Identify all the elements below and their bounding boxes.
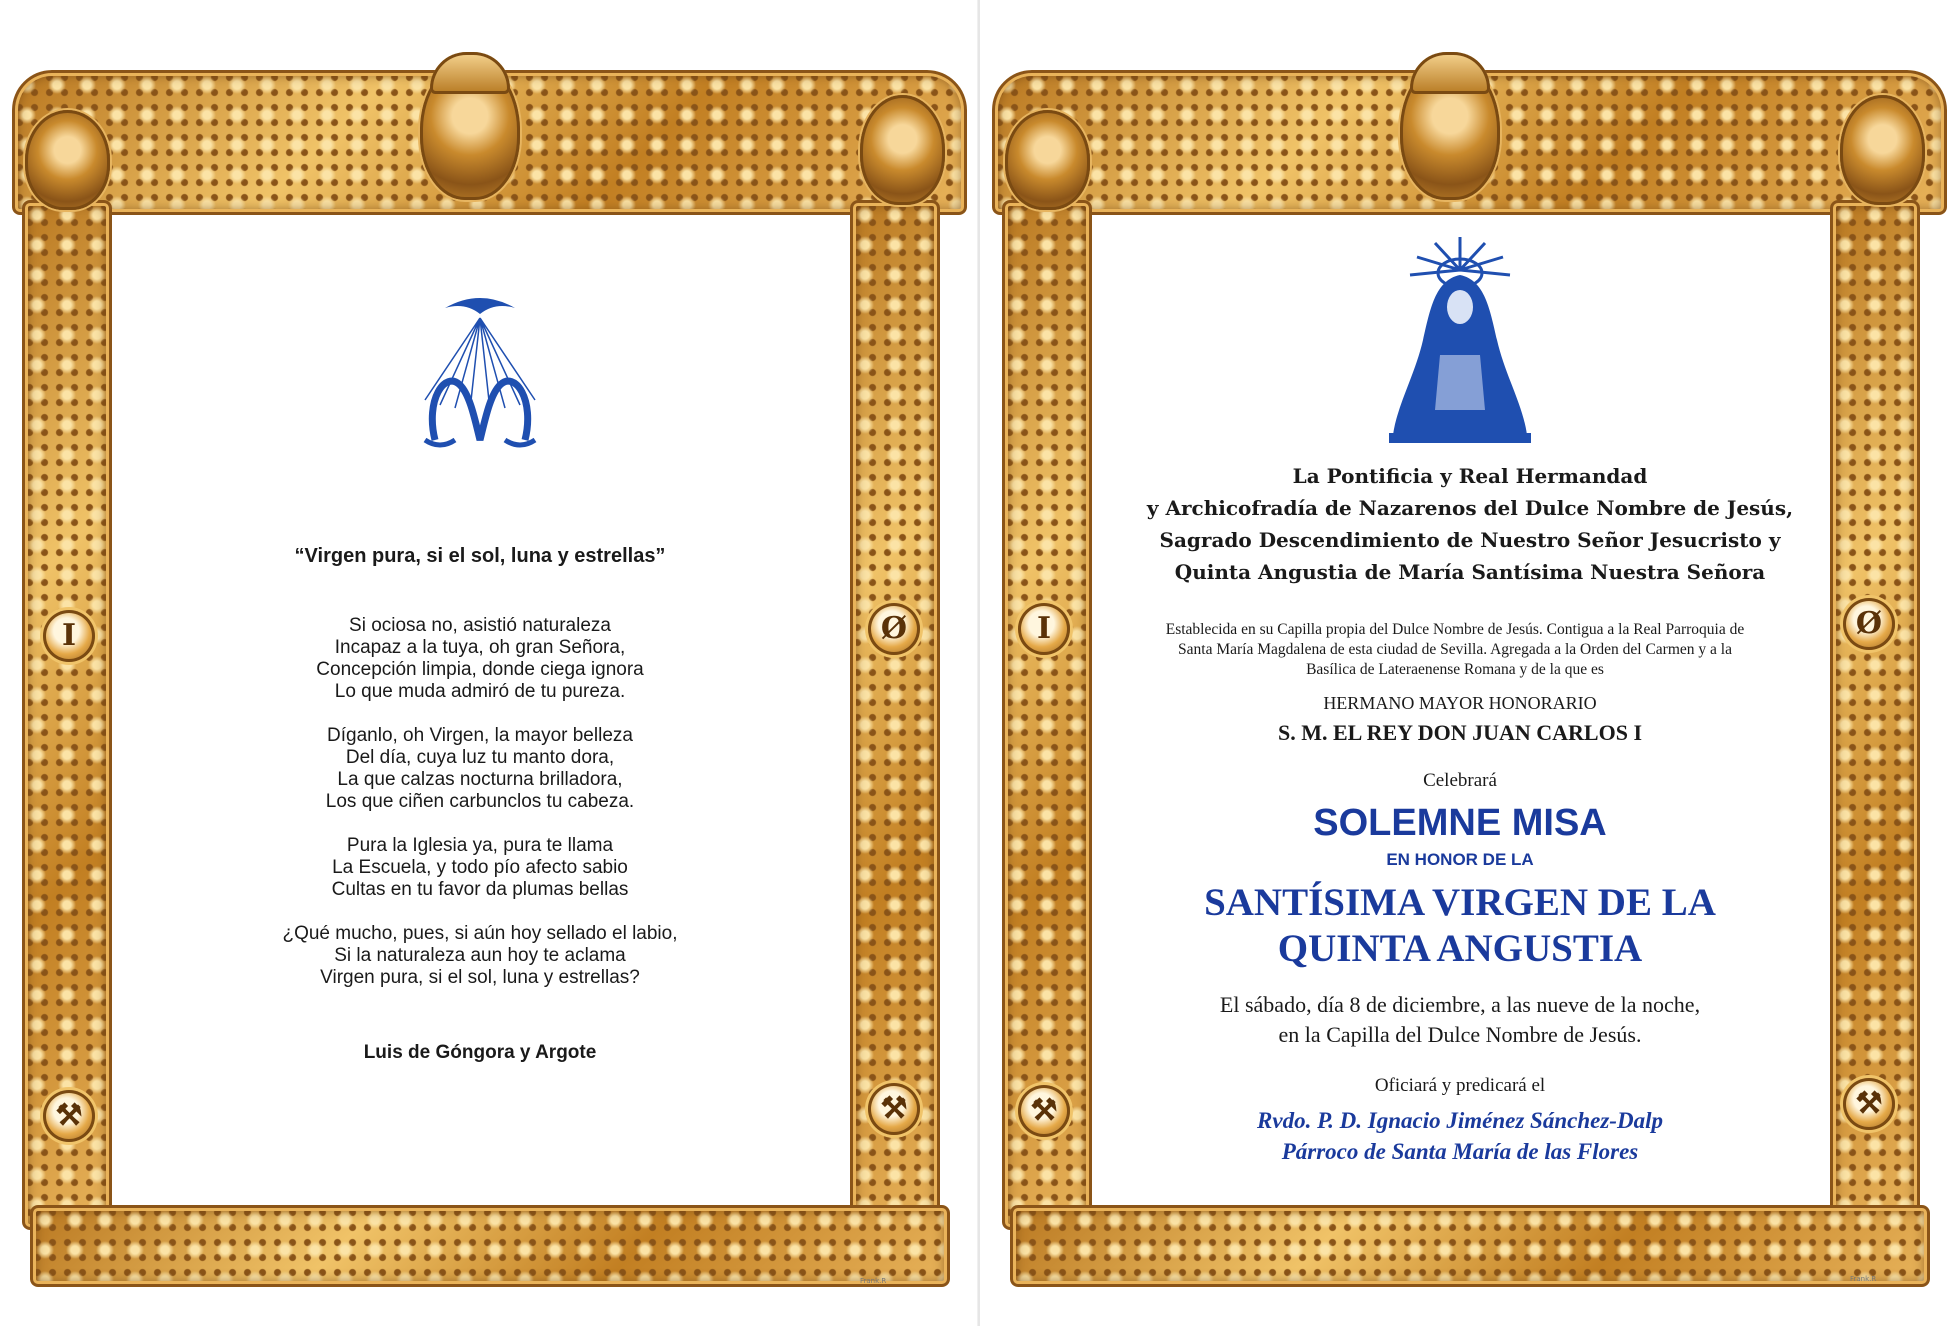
poem-line: Si la naturaleza aun hoy te aclama bbox=[334, 945, 626, 966]
frame-left-border bbox=[1002, 200, 1092, 1230]
santisima-virgen-heading bbox=[1120, 880, 1800, 972]
tools-medallion-icon: ⚒ bbox=[1018, 1085, 1070, 1137]
left-coat-of-arms-icon bbox=[25, 110, 110, 210]
establishment-paragraph bbox=[1105, 620, 1805, 680]
poem-stanzas bbox=[180, 615, 780, 1011]
left-coat-of-arms-icon bbox=[1005, 110, 1090, 210]
event-date bbox=[1140, 990, 1780, 1050]
celebrant-name bbox=[1140, 1105, 1780, 1167]
solemne-misa-heading: SOLEMNE MISA bbox=[1313, 802, 1607, 844]
poem-line: Del día, cuya luz tu manto dora, bbox=[345, 747, 615, 768]
poem-line: La Escuela, y todo pío afecto sabio bbox=[332, 857, 628, 878]
brotherhood-line: Quinta Angustia de María Santísima Nuestra Señora bbox=[1174, 560, 1766, 584]
establishment-line: Santa María Magdalena de esta ciudad de Sevilla. Agregada a la Orden del Carmen y a la bbox=[1178, 641, 1732, 658]
heading-line: QUINTA ANGUSTIA bbox=[1277, 927, 1643, 970]
en-honor-subheading: EN HONOR DE LA bbox=[1386, 850, 1534, 869]
tools-medallion-icon: ⚒ bbox=[1843, 1078, 1895, 1130]
medallion-right-icon: Ø bbox=[1843, 598, 1895, 650]
artist-signature: Frank.R bbox=[1850, 1275, 1877, 1283]
tools-medallion-icon: ⚒ bbox=[868, 1083, 920, 1135]
brotherhood-line: La Pontificia y Real Hermandad bbox=[1292, 464, 1648, 488]
date-line: en la Capilla del Dulce Nombre de Jesús. bbox=[1278, 1022, 1642, 1047]
tools-medallion-icon: ⚒ bbox=[43, 1090, 95, 1142]
right-coat-of-arms-icon bbox=[1840, 95, 1925, 205]
brotherhood-line: Sagrado Descendimiento de Nuestro Señor Jesucristo y bbox=[1159, 528, 1781, 552]
poem-line: La que calzas nocturna brilladora, bbox=[337, 769, 623, 790]
heading-line: SANTÍSIMA VIRGEN DE LA bbox=[1204, 881, 1716, 924]
poem-line: ¿Qué mucho, pues, si aún hoy sellado el labio, bbox=[282, 923, 678, 944]
left-page bbox=[0, 0, 979, 1326]
poem-author: Luis de Góngora y Argote bbox=[363, 1042, 597, 1063]
medallion-left-icon: I bbox=[1018, 603, 1070, 655]
honorary-label: HERMANO MAYOR HONORARIO bbox=[1323, 693, 1597, 713]
right-page bbox=[980, 0, 1959, 1326]
poem-line: Díganlo, oh Virgen, la mayor belleza bbox=[327, 725, 633, 746]
virgin-quinta-angustia-icon bbox=[1385, 235, 1535, 445]
medallion-right-icon: Ø bbox=[868, 603, 920, 655]
frame-right-border bbox=[850, 200, 940, 1230]
honorary-name: S. M. EL REY DON JUAN CARLOS I bbox=[1277, 720, 1643, 745]
poem-line: Si ociosa no, asistió naturaleza bbox=[349, 615, 611, 636]
artist-signature: Frank.R bbox=[860, 1277, 887, 1285]
poem-line: Concepción limpia, donde ciega ignora bbox=[316, 659, 644, 680]
poem-stanza bbox=[180, 835, 780, 901]
poem-title: “Virgen pura, si el sol, luna y estrellas” bbox=[294, 545, 666, 567]
poem-line: Incapaz a la tuya, oh gran Señora, bbox=[334, 637, 626, 658]
brotherhood-name bbox=[1125, 460, 1815, 588]
poem-line: Virgen pura, si el sol, luna y estrellas? bbox=[320, 967, 640, 988]
poem-line: Pura la Iglesia ya, pura te llama bbox=[346, 835, 614, 856]
poem-line: Los que ciñen carbunclos tu cabeza. bbox=[325, 791, 635, 812]
right-coat-of-arms-icon bbox=[860, 95, 945, 205]
poem-line: Lo que muda admiró de tu pureza. bbox=[334, 681, 626, 702]
frame-bottom-border bbox=[30, 1205, 950, 1287]
frame-left-border bbox=[22, 200, 112, 1230]
celebrant-line: Rvdo. P. D. Ignacio Jiménez Sánchez-Dalp bbox=[1257, 1108, 1663, 1133]
medallion-left-icon: I bbox=[43, 610, 95, 662]
poem-stanza bbox=[180, 923, 780, 989]
establishment-line: Basílica de Lateraenense Romana y de la que es bbox=[1306, 661, 1604, 678]
marian-monogram-icon bbox=[415, 290, 545, 455]
celebrant-line: Párroco de Santa María de las Flores bbox=[1281, 1139, 1639, 1164]
frame-right-border bbox=[1830, 200, 1920, 1230]
poem-stanza bbox=[180, 615, 780, 703]
crown-icon bbox=[430, 52, 510, 94]
poem-stanza bbox=[180, 725, 780, 813]
frame-bottom-border bbox=[1010, 1205, 1930, 1287]
oficiara-text: Oficiará y predicará el bbox=[1374, 1075, 1546, 1096]
poem-line: Cultas en tu favor da plumas bellas bbox=[331, 879, 629, 900]
celebrara-text: Celebrará bbox=[1423, 770, 1497, 791]
date-line: El sábado, día 8 de diciembre, a las nueve de la noche, bbox=[1219, 992, 1701, 1017]
crown-icon bbox=[1410, 52, 1490, 94]
brotherhood-line: y Archicofradía de Nazarenos del Dulce Nombre de Jesús, bbox=[1146, 496, 1794, 520]
establishment-line: Establecida en su Capilla propia del Dulce Nombre de Jesús. Contigua a la Real Parroquia de bbox=[1165, 621, 1745, 638]
